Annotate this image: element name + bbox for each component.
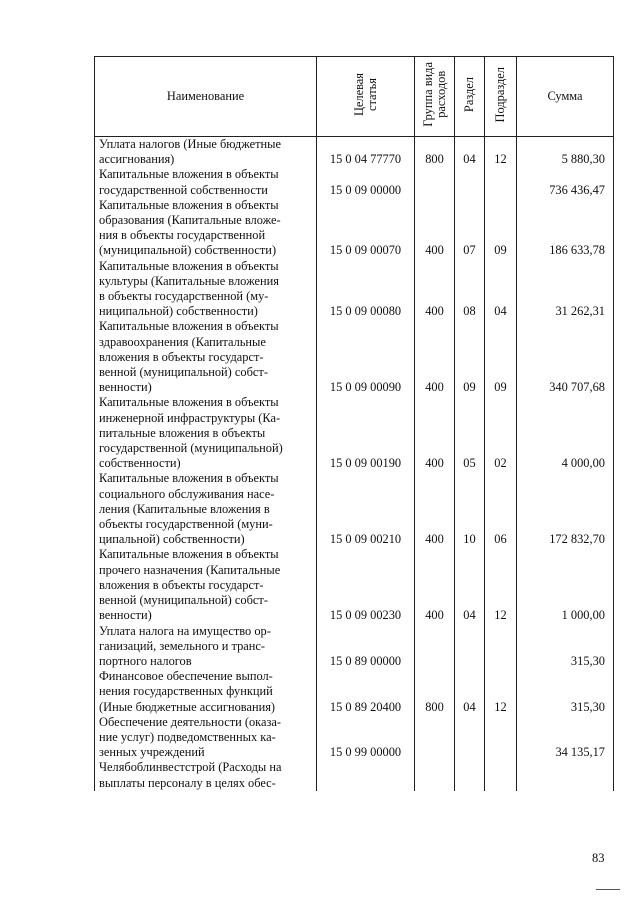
cell-name: Капитальные вложения в объекты социального обслуживания насе- ления (Капитальные вложения в объекты государственной (муни- ципальной) собственности): [95, 471, 317, 547]
table-header-row: [95, 57, 614, 137]
cell-sum: 340 707,68: [517, 319, 614, 395]
table-row: [95, 624, 614, 670]
header-target-label: Целевая статья: [351, 72, 379, 116]
cell-group: 800: [415, 669, 455, 715]
table-row: [95, 167, 614, 197]
cell-subsection: 06: [485, 471, 517, 547]
cell-section: 04: [455, 137, 485, 168]
cell-sum: 315,30: [517, 624, 614, 670]
cell-code: 15 0 99 00000: [317, 715, 415, 761]
cell-sum: 315,30: [517, 669, 614, 715]
cell-name: Финансовое обеспечение выпол- нения государственных функций (Иные бюджетные ассигнования): [95, 669, 317, 715]
cell-name: Челябоблинвестстрой (Расходы на выплаты персоналу в целях обес-: [95, 760, 317, 790]
cell-code: 15 0 09 00210: [317, 471, 415, 547]
cell-group: [415, 715, 455, 761]
header-group: [415, 57, 455, 137]
cell-sum: 1 000,00: [517, 547, 614, 623]
cell-code: 15 0 89 20400: [317, 669, 415, 715]
cell-subsection: 12: [485, 669, 517, 715]
table-row: [95, 319, 614, 395]
table-row: [95, 259, 614, 320]
cell-name: Капитальные вложения в объекты образования (Капитальные вложе- ния в объекты государственной (муниципальной) собственности): [95, 198, 317, 259]
cell-sum: 31 262,31: [517, 259, 614, 320]
cell-group: [415, 624, 455, 670]
cell-section: 09: [455, 319, 485, 395]
cell-name: Уплата налога на имущество ор- ганизаций, земельного и транс- портного налогов: [95, 624, 317, 670]
cell-subsection: 02: [485, 395, 517, 471]
budget-table: [94, 56, 614, 791]
table-row: [95, 760, 614, 790]
cell-name: Капитальные вложения в объекты прочего назначения (Капитальные вложения в объекты государст- венной (муниципальной) собст- венности): [95, 547, 317, 623]
cell-name: Капитальные вложения в объекты инженерной инфраструктуры (Ка- питальные вложения в объекты государственной (муниципальной) собственности): [95, 395, 317, 471]
page-number: 83: [592, 851, 605, 865]
table-row: [95, 669, 614, 715]
cell-code: 15 0 09 00000: [317, 167, 415, 197]
cell-name: Капитальные вложения в объекты культуры (Капитальные вложения в объекты государственной (му- ниципальной) собственности): [95, 259, 317, 320]
cell-name: Уплата налогов (Иные бюджетные ассигнования): [95, 137, 317, 168]
cell-code: 15 0 09 00090: [317, 319, 415, 395]
table-row: [95, 395, 614, 471]
cell-subsection: 04: [485, 259, 517, 320]
cell-code: 15 0 09 00070: [317, 198, 415, 259]
cell-section: 07: [455, 198, 485, 259]
header-sum: Сумма: [517, 57, 614, 137]
cell-code: [317, 760, 415, 790]
table-row: [95, 137, 614, 168]
cell-section: 08: [455, 259, 485, 320]
cell-group: 400: [415, 319, 455, 395]
cell-group: 800: [415, 137, 455, 168]
cell-sum: 172 832,70: [517, 471, 614, 547]
cell-code: 15 0 89 00000: [317, 624, 415, 670]
cell-section: [455, 715, 485, 761]
cell-section: 04: [455, 547, 485, 623]
cell-code: 15 0 09 00190: [317, 395, 415, 471]
cell-group: 400: [415, 395, 455, 471]
cell-group: 400: [415, 547, 455, 623]
table-row: [95, 547, 614, 623]
cell-section: [455, 167, 485, 197]
cell-subsection: 12: [485, 137, 517, 168]
cell-group: [415, 760, 455, 790]
footer-rule: [596, 889, 620, 890]
header-subsection-label: Подраздел: [493, 66, 507, 123]
cell-sum: 4 000,00: [517, 395, 614, 471]
cell-subsection: [485, 167, 517, 197]
table-row: [95, 471, 614, 547]
cell-sum: 5 880,30: [517, 137, 614, 168]
cell-section: [455, 760, 485, 790]
header-subsection: [485, 57, 517, 137]
cell-group: [415, 167, 455, 197]
table-body: [95, 137, 614, 791]
header-section: [455, 57, 485, 137]
cell-code: 15 0 09 00230: [317, 547, 415, 623]
cell-code: 15 0 04 77770: [317, 137, 415, 168]
table-row: [95, 715, 614, 761]
cell-group: 400: [415, 198, 455, 259]
cell-sum: 34 135,17: [517, 715, 614, 761]
header-name: Наименование: [95, 57, 317, 137]
cell-subsection: [485, 715, 517, 761]
header-group-label: Группа вида расходов: [420, 62, 448, 127]
cell-name: Капитальные вложения в объекты государственной собственности: [95, 167, 317, 197]
header-target: [317, 57, 415, 137]
cell-subsection: 09: [485, 319, 517, 395]
cell-subsection: 09: [485, 198, 517, 259]
cell-section: [455, 624, 485, 670]
cell-section: 10: [455, 471, 485, 547]
cell-section: 04: [455, 669, 485, 715]
cell-sum: 736 436,47: [517, 167, 614, 197]
cell-sum: [517, 760, 614, 790]
cell-group: 400: [415, 471, 455, 547]
cell-subsection: 12: [485, 547, 517, 623]
cell-subsection: [485, 760, 517, 790]
cell-code: 15 0 09 00080: [317, 259, 415, 320]
cell-subsection: [485, 624, 517, 670]
table-row: [95, 198, 614, 259]
cell-section: 05: [455, 395, 485, 471]
cell-name: Обеспечение деятельности (оказа- ние услуг) подведомственных ка- зенных учреждений: [95, 715, 317, 761]
header-section-label: Раздел: [462, 76, 476, 112]
cell-group: 400: [415, 259, 455, 320]
cell-name: Капитальные вложения в объекты здравоохранения (Капитальные вложения в объекты государст- венной (муниципальной) собст- венности): [95, 319, 317, 395]
cell-sum: 186 633,78: [517, 198, 614, 259]
